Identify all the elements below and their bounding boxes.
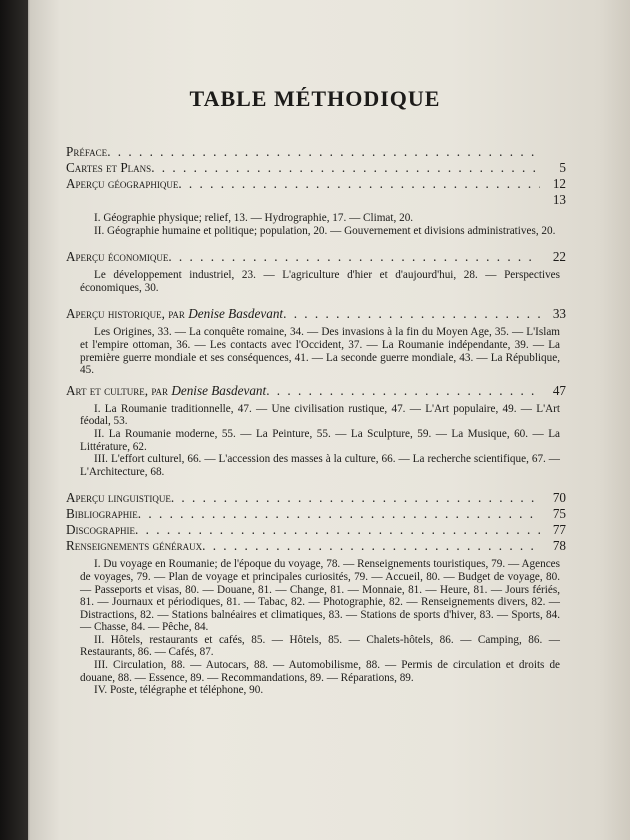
toc-entry-cartes: Cartes et Plans . . . 5 [66,160,566,176]
subsection-text: III. Circulation, 88. — Autocars, 88. — Automobilisme, 88. — Permis de circulation et droits de douane, 88. — Essence, 89. — Recommandations, 89. — Réparations, 89. [80,659,560,684]
book-spine [0,0,28,840]
subsection-text: IV. Poste, télégraphe et téléphone, 90. [94,684,264,697]
page-number: 47 [552,382,566,398]
toc-entry-bibliographie: Bibliographie . . . 75 [66,506,566,522]
subsection-text: II. La Roumanie moderne, 55. — La Peinture, 55. — La Sculpture, 59. — La Musique, 60. — La Littérature, 62. [80,427,560,453]
author-name: Denise Basdevant [171,382,267,398]
subsection-text: I. La Roumanie traditionnelle, 47. — Une civilisation rustique, 47. — L'Art populaire, 49. — L'Art féodal, 53. [80,402,560,428]
page-title: TABLE MÉTHODIQUE [189,86,441,111]
page-number: 5 [559,160,566,175]
subsection-text: II. Géographie humaine et politique; population, 20. — Gouvernement et divisions administratives, 20. [94,224,556,237]
toc-entry-economique: Aperçu économique . . . 22 [66,249,566,265]
subsection-historique [80,326,566,376]
subsection-renseignements [80,558,566,697]
subsection-text: II. Hôtels, restaurants et cafés, 85. — Hôtels, 85. — Chalets-hôtels, 86. — Camping, 86. — Restaurants, 86. — Cafés, 87. [80,633,560,659]
page-number: 77 [552,522,566,538]
subsection-economique [80,269,566,294]
subsection-text: Les Origines, 33. — La conquête romaine, 34. — Des invasions à la fin du Moyen Age, 35. — L'Islam et l'empire ottoman, 36. — Les contacts avec l'Occident, 37. — La Roumanie indépendante, 39. — La première guerre mondiale et ses conséquences, 41. — La seconde guerre mondiale, 43. — La République, 45. [80,326,560,377]
page-number: 13 [552,192,566,207]
toc-entry-discographie: Discographie . . . 77 [66,522,566,538]
page-number: 12 [552,176,566,191]
toc-entry-preface: Préface . . . [66,144,566,160]
toc-entry-page-13 [66,192,566,208]
page-number: 78 [552,538,566,554]
page-number: 70 [552,490,566,506]
subsection-text: I. Géographie physique; relief, 13. — Hydrographie, 17. — Climat, 20. [94,212,414,224]
toc-entry-renseignements: Renseignements généraux . . . 78 [66,538,566,554]
toc-entry-historique: Aperçu historique, par Denise Basdevant . . . 33 [66,306,566,322]
toc-entry-geographique: Aperçu géographique . . . 12 [66,176,566,192]
table-of-contents [66,144,566,703]
subsection-geographique [80,212,566,237]
page-number: 33 [552,306,566,322]
page-number: 22 [552,249,566,265]
subsection-text: III. L'effort culturel, 66. — L'accession des masses à la culture, 66. — La recherche scientifique, 67. — L'Architecture, 68. [80,453,560,478]
toc-entry-art: Art et culture, par Denise Basdevant . . . 47 [66,383,566,399]
subsection-art [80,403,566,479]
author-name: Denise Basdevant [188,306,284,322]
page-number: 75 [552,506,566,522]
subsection-text: I. Du voyage en Roumanie; de l'époque du voyage, 78. — Renseignements touristiques, 79. — Agences de voyages, 79. — Plan de voyage et principales curiosités, 79. — Accueil, 80. — Budget de voyage, 80. — Passeports et visas, 80. — Douane, 81. — Change, 81. — Monnaie, 81. — Heure, 81. — Jours fériés, 81. — Journaux et périodiques, 81. — Tabac, 82. — Photographie, 82. — Renseignements divers, 82. — Distractions, 82. — Stations balnéaires et climatiques, 83. — Stations de sports d'hiver, 83. — Sports, 84. — Chasse, 84. — Pêche, 84. [80,558,560,634]
subsection-text: Le développement industriel, 23. — L'agriculture d'hier et d'aujourd'hui, 28. — Perspectives économiques, 30. [80,269,560,294]
toc-entry-linguistique: Aperçu linguistique . . . 70 [66,490,566,506]
